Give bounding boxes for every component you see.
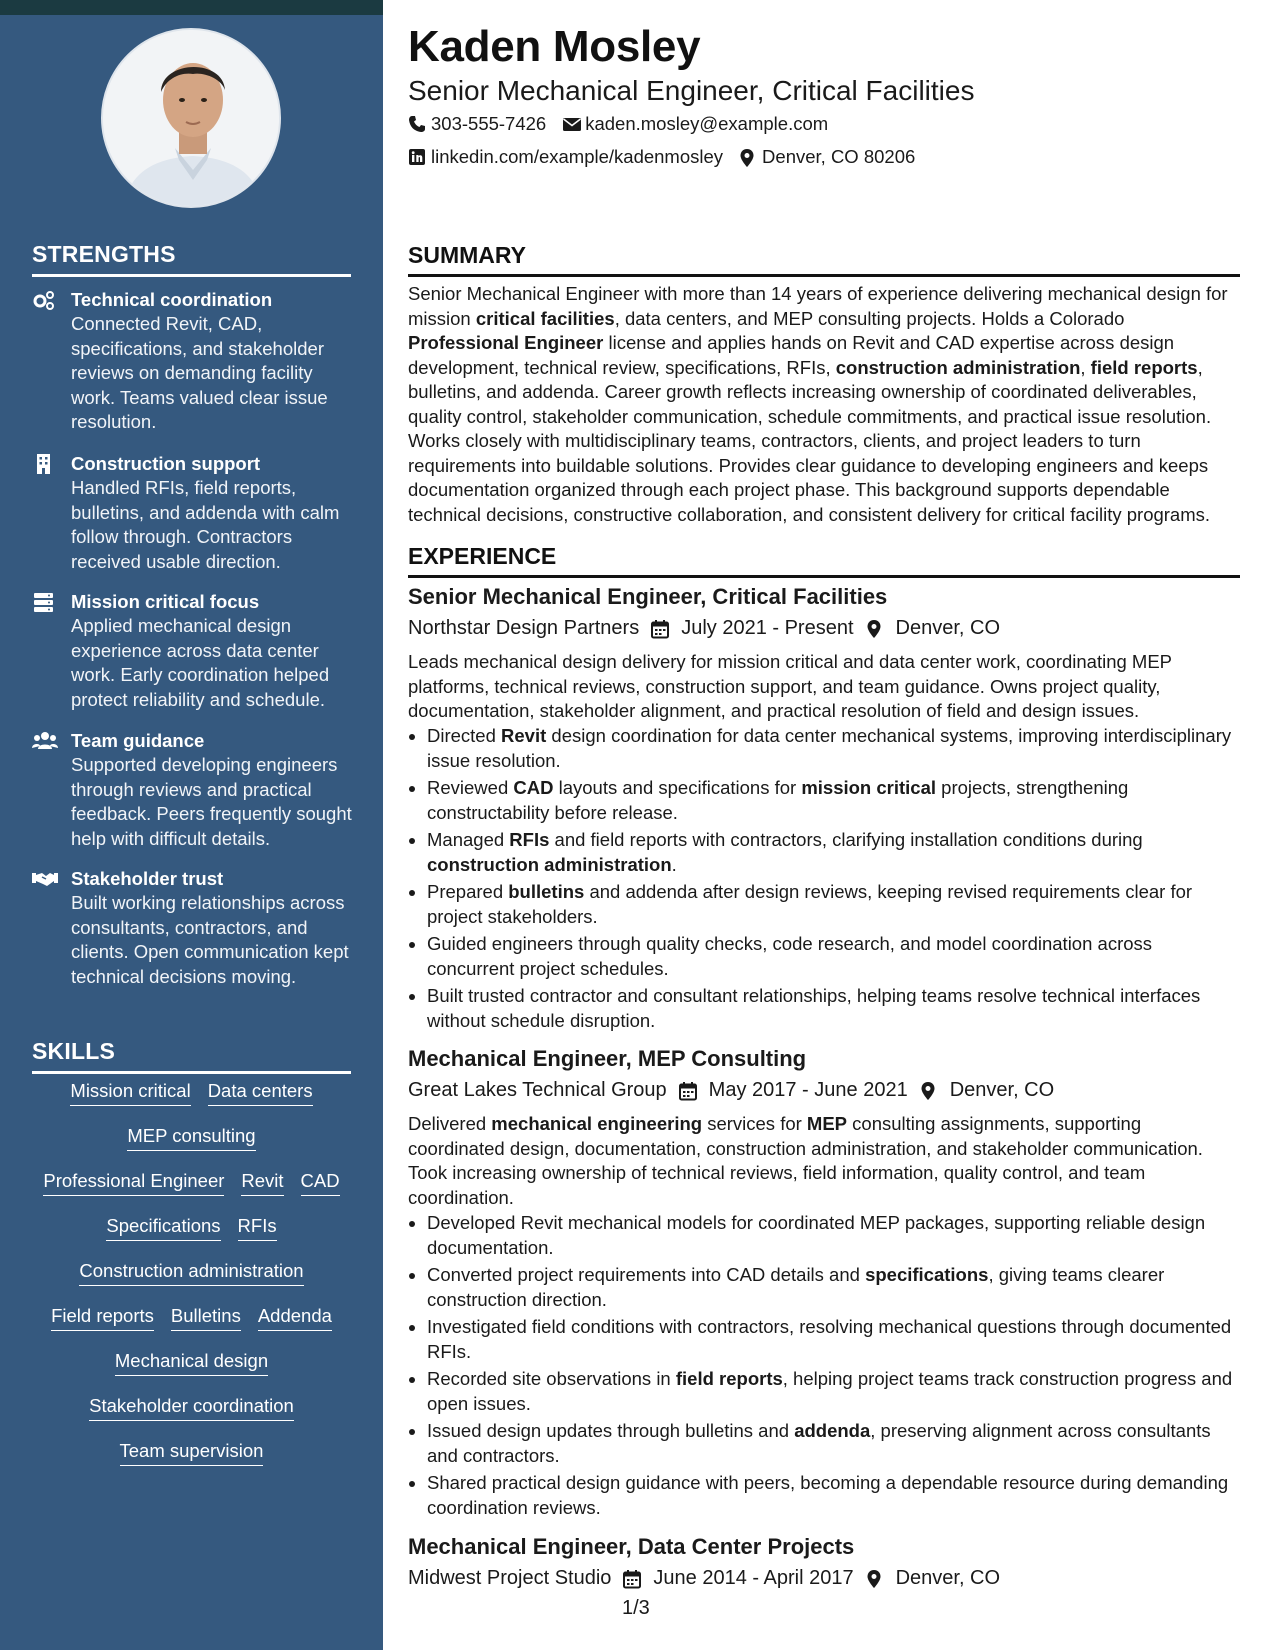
text-run: Guided engineers through quality checks, code research, and model coordination across concurrent project schedules. [427,933,1153,979]
job-dates: July 2021 - Present [681,617,854,639]
job-description [408,650,1240,724]
strength-text: Connected Revit, CAD, specifications, and stakeholder reviews on demanding facility work. Teams valued clear issue resolution. [71,313,328,432]
skills-heading: SKILLS [32,1038,351,1074]
bold-keyword: critical facilities [475,307,615,329]
contact-location [739,146,915,168]
location-pin-icon [865,1569,885,1589]
text-run: Shared practical design guidance with peers, becoming a dependable resource during demanding coordination reviews. [427,1472,1229,1518]
job-location: Denver, CO [895,1567,1001,1589]
job-bullet [408,1263,1240,1312]
strength-title: Team guidance [71,730,205,751]
strength-title: Construction support [71,453,261,474]
strength-text: Built working relationships across consultants, contractors, and clients. Open communication kept technical decisions moving. [71,892,349,987]
bold-keyword: bulletins [508,881,585,902]
job-bullet [408,1211,1240,1260]
bold-keyword: MEP [806,1113,848,1134]
bold-keyword: mechanical engineering [491,1113,703,1134]
job-company: Great Lakes Technical Group [408,1079,667,1101]
building-icon [32,453,56,475]
bold-keyword: mission critical [801,777,937,798]
location-text: Denver, CO 80206 [762,146,916,167]
text-run: , [1080,356,1091,378]
text-run: , preserving alignment across consultants and contractors. [427,1420,1211,1466]
job-bullet [408,932,1240,981]
strength-stakeholder-trust [32,867,352,989]
team-icon [32,730,56,752]
text-run: projects, strengthening constructability before release. [427,777,1129,823]
job-company: Midwest Project Studio [408,1567,612,1589]
location-pin-icon [919,1081,939,1101]
skill-row [32,1438,351,1483]
text-run: Leads mechanical design delivery for mission critical and data center work, coordinating MEP platforms, technical reviews, construction support, and team guidance. Owns project quality, documentation, stakeholder alignment, and practical resolution of field and design issues. [408,651,1172,721]
phone-text: 303-555-7426 [431,113,547,134]
skill-tag: Bulletins [171,1303,241,1331]
text-run: Managed [427,829,510,850]
skill-tag: Stakeholder coordination [89,1393,294,1421]
strength-title: Stakeholder trust [71,868,224,889]
skill-row [32,1168,351,1213]
skill-tag: Specifications [106,1213,220,1241]
skill-row [32,1258,351,1303]
job-meta [408,1567,1000,1590]
text-run: Directed [427,725,502,746]
calendar-icon [622,1569,642,1589]
text-run: layouts and specifications for [553,777,802,798]
skill-row [32,1303,351,1348]
job-bullets [408,724,1240,1036]
gears-icon [32,289,56,311]
sidebar-top-bar [0,0,383,15]
skill-tag: Data centers [208,1078,313,1106]
text-run: . [671,853,677,875]
bold-keyword: field reports [1090,356,1198,378]
job-title: Mechanical Engineer, MEP Consulting [408,1046,807,1071]
bold-keyword: Revit [501,725,547,746]
job-location: Denver, CO [895,617,1001,639]
contact-linkedin [408,146,723,168]
text-run: Reviewed [427,777,514,798]
job-bullet [408,1367,1240,1416]
skill-tag: Addenda [258,1303,332,1331]
job-title: Mechanical Engineer, Data Center Projects [408,1534,855,1559]
skill-tag: Mechanical design [115,1348,268,1376]
job-dates: June 2014 - April 2017 [653,1567,854,1589]
bold-keyword: construction administration [835,356,1081,378]
candidate-name: Kaden Mosley [408,22,701,71]
text-run: , giving teams clearer construction direction. [427,1264,1165,1310]
text-run: Delivered [408,1113,492,1134]
page-number: 1/3 [622,1597,650,1619]
strength-text: Supported developing engineers through reviews and practical feedback. Peers frequently sought help with difficult details. [71,754,352,849]
contact-line-1 [408,113,828,135]
contact-line-2 [408,146,915,168]
job-bullet [408,1471,1240,1520]
skill-row [32,1213,351,1258]
skill-tag: Team supervision [120,1438,264,1466]
job-bullet [408,984,1240,1033]
job-meta [408,1079,1054,1102]
handshake-icon [32,868,56,890]
summary-heading: SUMMARY [408,242,1240,277]
location-pin-icon [865,619,885,639]
job-location: Denver, CO [949,1079,1055,1101]
text-run: license and applies hands on Revit and CAD expertise across design development, technical review, specifications, RFIs, [408,332,1175,378]
email-icon [562,115,580,133]
skill-tag: MEP consulting [127,1123,255,1151]
strength-title: Technical coordination [71,289,273,310]
strength-construction-support [32,452,352,574]
text-run: Investigated field conditions with contractors, resolving mechanical questions through documented RFIs. [427,1316,1232,1362]
job-bullet [408,828,1240,877]
bold-keyword: Professional Engineer [408,332,604,353]
skill-row [32,1123,351,1168]
server-icon [32,591,56,613]
linkedin-text: linkedin.com/example/kadenmosley [431,146,724,167]
skills-list [32,1078,351,1483]
bold-keyword: RFIs [509,829,550,850]
text-run: services for [702,1113,807,1134]
bold-keyword: field reports [675,1368,783,1389]
skill-tag: RFIs [238,1213,277,1241]
bold-keyword: specifications [865,1264,989,1285]
text-run: , data centers, and MEP consulting projects. Holds a Colorado [614,307,1125,329]
text-run: Issued design updates through bulletins and [427,1420,795,1441]
strength-text: Handled RFIs, field reports, bulletins, and addenda with calm follow through. Contractors received usable direction. [71,477,340,572]
skill-tag: Mission critical [70,1078,190,1106]
job-description [408,1112,1240,1210]
summary-text [408,282,1240,527]
text-run: Built trusted contractor and consultant relationships, helping teams resolve technical interfaces without schedule disruption. [427,985,1201,1031]
job-meta [408,617,1000,640]
job-bullets [408,1211,1240,1523]
calendar-icon [650,619,670,639]
strength-text: Applied mechanical design experience across data center work. Early coordination helped protect reliability and schedule. [71,615,330,710]
job-dates: May 2017 - June 2021 [708,1079,908,1101]
skill-row [32,1393,351,1438]
job-bullet [408,724,1240,773]
profile-photo [101,28,281,208]
text-run: , helping project teams track construction progress and open issues. [427,1368,1233,1414]
email-text: kaden.mosley@example.com [585,113,829,134]
candidate-headline: Senior Mechanical Engineer, Critical Facilities [408,75,975,106]
skill-tag: Field reports [51,1303,154,1331]
job-company: Northstar Design Partners [408,617,640,639]
text-run: consulting assignments, supporting coordinated design, documentation, construction administration, and stakeholder communication. Took increasing ownership of technical reviews, field information, quality control, and team coordination. [408,1113,1203,1208]
calendar-icon [678,1081,698,1101]
text-run: Developed Revit mechanical models for coordinated MEP packages, supporting reliable design documentation. [427,1212,1206,1258]
skill-tag: CAD [301,1168,340,1196]
skill-tag: Revit [241,1168,283,1196]
text-run: , bulletins, and addenda. Career growth reflects increasing ownership of coordinated deliverables, quality control, stakeholder communication, schedule commitments, and practical issue resolution. Works closely with multidisciplinary teams, contractors, clients, and project leaders to turn requirements into buildable solutions. Provides clear guidance to developing engineers and keeps documentation organized through each project phase. This background supports dependable technical decisions, constructive collaboration, and consistent delivery for critical facility programs. [408,356,1212,525]
location-pin-icon [739,148,757,166]
skill-row [32,1348,351,1393]
strength-technical-coordination [32,288,352,435]
job-title: Senior Mechanical Engineer, Critical Facilities [408,584,888,609]
phone-icon [408,115,426,133]
job-bullet [408,1419,1240,1468]
strength-team-guidance [32,729,352,851]
skill-tag: Professional Engineer [43,1168,224,1196]
job-bullet [408,776,1240,825]
text-run: Converted project requirements into CAD details and [427,1264,866,1285]
text-run: Recorded site observations in [427,1368,676,1389]
bold-keyword: CAD [513,777,554,798]
text-run: Prepared [427,881,509,902]
bold-keyword: addenda [794,1420,871,1441]
text-run: and addenda after design reviews, keeping revised requirements clear for project stakeholders. [427,881,1193,927]
text-run: design coordination for data center mechanical systems, improving interdisciplinary issue resolution. [427,725,1232,771]
bold-keyword: construction administration [427,853,672,875]
job-bullet [408,880,1240,929]
strengths-heading: STRENGTHS [32,241,351,277]
skill-tag: Construction administration [79,1258,303,1286]
text-run: and field reports with contractors, clarifying installation conditions during [549,829,1143,850]
linkedin-icon [408,148,426,166]
job-bullet [408,1315,1240,1364]
contact-email [562,113,828,135]
text-run: Senior Mechanical Engineer with more than 14 years of experience delivering mechanical design for mission [408,283,1228,329]
strength-mission-critical-focus [32,590,352,712]
strength-title: Mission critical focus [71,591,260,612]
experience-heading: EXPERIENCE [408,543,1240,578]
contact-phone [408,113,546,135]
skill-row [32,1078,351,1123]
